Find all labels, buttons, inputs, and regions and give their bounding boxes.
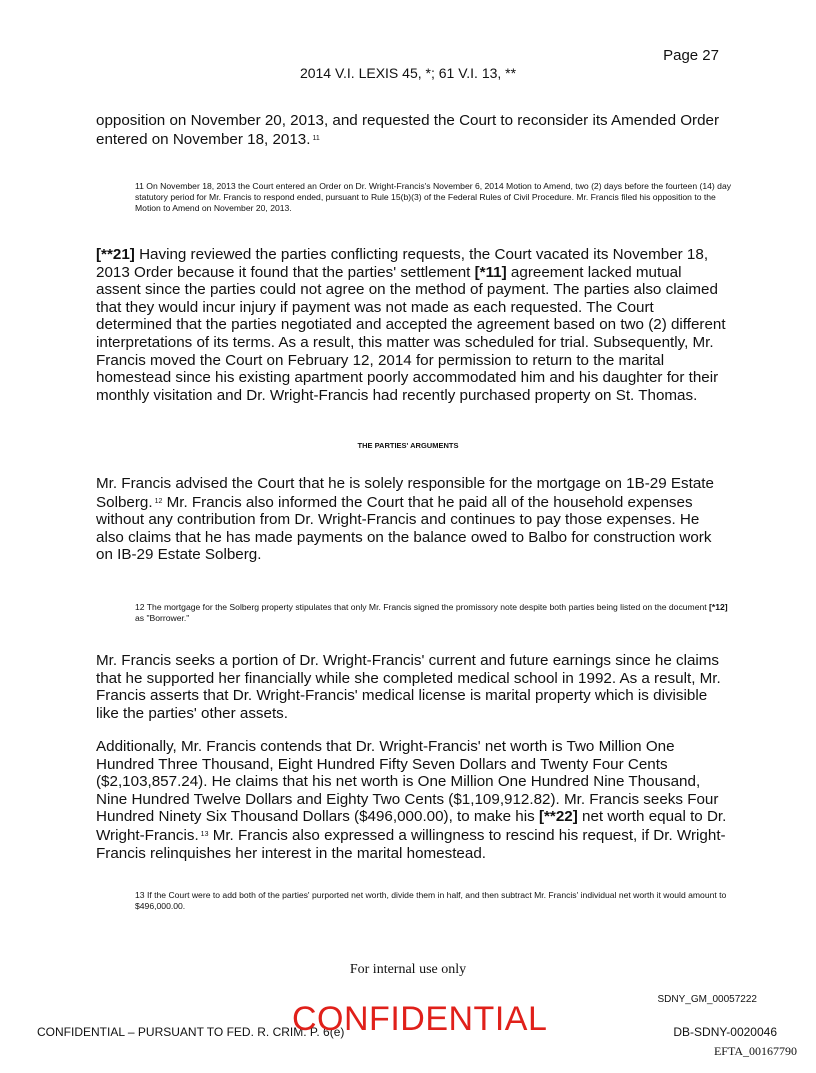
paragraph-3-text-a: Mr. Francis advised the Court that he is solely responsible for the mortgage on 1B-29 Estate Solberg. — [96, 475, 714, 511]
internal-use-note: For internal use only — [349, 962, 467, 977]
section-heading: THE PARTIES' ARGUMENTS — [357, 441, 459, 450]
paragraph-5-text-b: net worth equal to Dr. Wright-Francis. — [96, 808, 727, 844]
star-page-marker: [*12] — [709, 602, 728, 612]
star-page-marker: [*11] — [474, 263, 507, 281]
running-header: 2014 V.I. LEXIS 45, *; 61 V.I. 13, ** — [299, 65, 517, 81]
star-page-marker: [**22] — [538, 808, 578, 826]
paragraph-2-text-a: Having reviewed the parties conflicting requests, the Court vacated its November 18, 2013 Order because it found that the parties' settlement — [96, 246, 709, 281]
footnote-12-text-b: as "Borrower." — [135, 613, 190, 623]
footnote-ref-11[interactable]: 11 — [312, 134, 320, 142]
star-page-marker: [**21] — [96, 246, 135, 263]
paragraph-2-text-b: agreement lacked mutual assent since the parties could not agree on the method of payment. The parties also claimed that they would incur injury if payment was not made as each requested. The Court determined that the parties negotiated and accepted the agreement based on two (2) different interpretations of its terms. As a result, this matter was scheduled for trial. Subsequently, Mr. Francis moved the Court on February 12, 2014 for permission to return to the marital homestead since his existing apartment poorly accommodated him and his daughter for their monthly visitation and Dr. Wright-Francis had recently purchased property on St. Thomas. — [96, 263, 726, 404]
footnote-13: 13 If the Court were to add both of the parties' purported net worth, divide them in half, and then subtract Mr. Francis' individual net worth it would amount to $496,000.00. — [135, 890, 727, 911]
footnote-12 — [135, 602, 735, 624]
footnote-12-text-a: 12 The mortgage for the Solberg property stipulates that only Mr. Francis signed the promissory note despite both parties being listed on the document — [135, 602, 710, 612]
paragraph-4: Mr. Francis seeks a portion of Dr. Wright-Francis' current and future earnings since he claims that he supported her financially while she completed medical school in 1992. As a result, Mr. Francis asserts that Dr. Wright-Francis' medical license is marital property which is divisible like the parties' other assets. — [96, 652, 721, 722]
paragraph-5-text-c: Mr. Francis also expressed a willingness to rescind his request, if Dr. Wright-Francis relinquishes her interest in the marital homestead. — [96, 826, 726, 862]
paragraph-2 — [96, 246, 728, 404]
paragraph-1 — [96, 112, 728, 148]
document-id: DB-SDNY-0020046 — [673, 1025, 777, 1039]
paragraph-3-text-b: Mr. Francis also informed the Court that he paid all of the household expenses without any contribution from Dr. Wright-Francis and continues to pay those expenses. He also claims that he has made payments on the balance owed to Balbo for construction work on IB-29 Estate Solberg. — [96, 493, 712, 564]
paragraph-5 — [96, 738, 728, 862]
footnote-11: 11 On November 18, 2013 the Court entered an Order on Dr. Wright-Francis's November 6, 2014 Motion to Amend, two (2) days before the fourteen (14) day statutory period for Mr. Francis to respond ended, pursuant to Rule 15(b)(3) of the Federal Rules of Civil Procedure. Mr. Francis filed his opposition to the Motion to Amend on November 20, 2013. — [135, 181, 732, 213]
footnote-ref-13[interactable]: 13 — [200, 830, 209, 838]
efta-id: EFTA_00167790 — [713, 1044, 797, 1058]
bates-number: SDNY_GM_00057222 — [657, 994, 757, 1005]
page-number: Page 27 — [663, 47, 719, 64]
paragraph-5-text-a: Additionally, Mr. Francis contends that Dr. Wright-Francis' net worth is Two Million One Hundred Three Thousand, Eight Hundred Fifty Seven Dollars and Twenty Four Cents ($2,103,857.24). He claims that his net worth is One Million One Hundred Nine Thousand, Nine Hundred Twelve Dollars and Eighty Two Cents ($1,109,912.82). Mr. Francis seeks Four Hundred Ninety Six Thousand Dollars ($496,000.00), to make his — [96, 738, 719, 826]
confidential-stamp: CONFIDENTIAL — [292, 1000, 548, 1038]
paragraph-3 — [96, 475, 728, 564]
paragraph-1-text: opposition on November 20, 2013, and requested the Court to reconsider its Amended Order entered on November 18, 2013. — [96, 112, 720, 148]
footnote-ref-12[interactable]: 12 — [154, 497, 163, 505]
confidential-notice: CONFIDENTIAL – PURSUANT TO FED. R. CRIM. P. 6(e) — [37, 1025, 345, 1039]
